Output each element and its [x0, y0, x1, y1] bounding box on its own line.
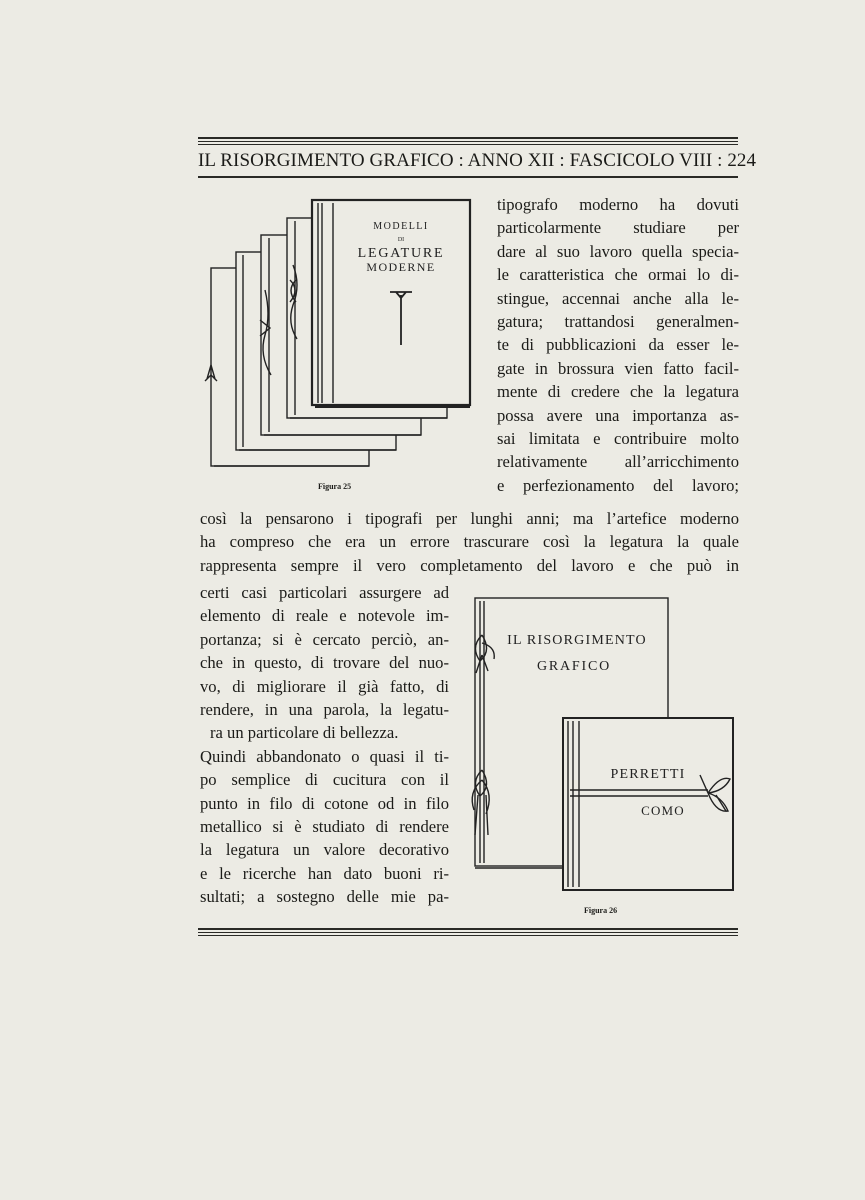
figure-25-caption: Figura 25 [318, 482, 352, 491]
figure-26-illustration [470, 595, 740, 895]
footer-rule-top [198, 928, 738, 930]
text-line: Quindi abbandonato o quasi il ti- [200, 746, 449, 766]
text-line: portanza; si è cercato perciò, an- [200, 629, 449, 649]
left-column-text [200, 581, 449, 909]
figure-26-cover1-line2: GRAFICO [536, 659, 612, 674]
text-line: rendere, in una parola, la legatu- [200, 700, 449, 720]
text-line: gatura; trattandosi generalmen- [497, 312, 739, 332]
text-line: certi casi particolari assurgere ad [200, 583, 449, 602]
footer-rule-low [198, 935, 738, 936]
footer-rule-mid [198, 932, 738, 933]
text-line: ha compreso che era un errore trascurare così la legatura la quale [200, 532, 739, 552]
text-line: sultati; a sostegno delle mie pa- [200, 887, 449, 907]
text-line: particolarmente studiare per [497, 218, 739, 238]
figure-25-cover-line2: DI [397, 237, 405, 243]
header-rule-low [198, 144, 738, 145]
text-line: la legatura un valore decorativo [200, 840, 449, 860]
text-line: elemento di reale e notevole im- [200, 606, 449, 626]
header-rule-mid [198, 141, 738, 142]
text-line: po semplice di cucitura con il [200, 770, 449, 790]
figure-26-cover1-line1: IL RISORGIMENTO [507, 633, 647, 648]
text-line: stingue, accennai anche alla le- [497, 288, 739, 308]
text-line: dare al suo lavoro quella specia- [497, 241, 739, 261]
figure-26-cover2-line2: COMO [641, 803, 685, 818]
header-rule-under [198, 176, 738, 178]
text-line: possa avere una importanza as- [497, 405, 739, 425]
text-line: ra un particolare di bellezza. [210, 723, 399, 743]
text-line: tipografo moderno ha dovuti [497, 195, 739, 214]
figure-25-cover-line1: MODELLI [373, 221, 429, 232]
text-line: sai limitata e contribuire molto [497, 429, 739, 449]
figure-26-cover2-line1: PERRETTI [610, 767, 686, 782]
text-line: così la pensarono i tipografi per lunghi anni; ma l’artefice moderno [200, 509, 739, 528]
text-line: punto in filo di cotone od in filo [200, 793, 449, 813]
text-line: relativamente all’arricchimento [497, 452, 739, 472]
text-line: e le ricerche han dato buoni ri- [200, 863, 449, 883]
text-line: rappresenta sempre il vero completamento del lavoro e che può in [200, 555, 739, 575]
figure-25-illustration [200, 195, 480, 480]
header-rule-top [198, 137, 738, 139]
figure-25-cover-line4: MODERNE [366, 260, 436, 274]
text-line: vo, di migliorare il già fatto, di [200, 676, 449, 696]
text-line: mente di credere che la legatura [497, 382, 739, 402]
text-line: e perfezionamento del lavoro; [497, 475, 739, 495]
figure-25-cover-line3: LEGATURE [357, 246, 445, 261]
text-line: che in questo, di trovare del nuo- [200, 653, 449, 673]
text-line: gate in brossura vien fatto facil- [497, 358, 739, 378]
text-line: metallico si è studiato di rendere [200, 817, 449, 837]
right-column-text [497, 193, 739, 497]
running-head: IL RISORGIMENTO GRAFICO : ANNO XII : FASCICOLO VIII : 224 [198, 150, 757, 171]
text-line: le caratteristica che ormai lo di- [497, 265, 739, 285]
text-line: te di pubblicazioni da esser le- [497, 335, 739, 355]
full-width-text [200, 507, 739, 577]
figure-26-caption: Figura 26 [584, 906, 618, 915]
